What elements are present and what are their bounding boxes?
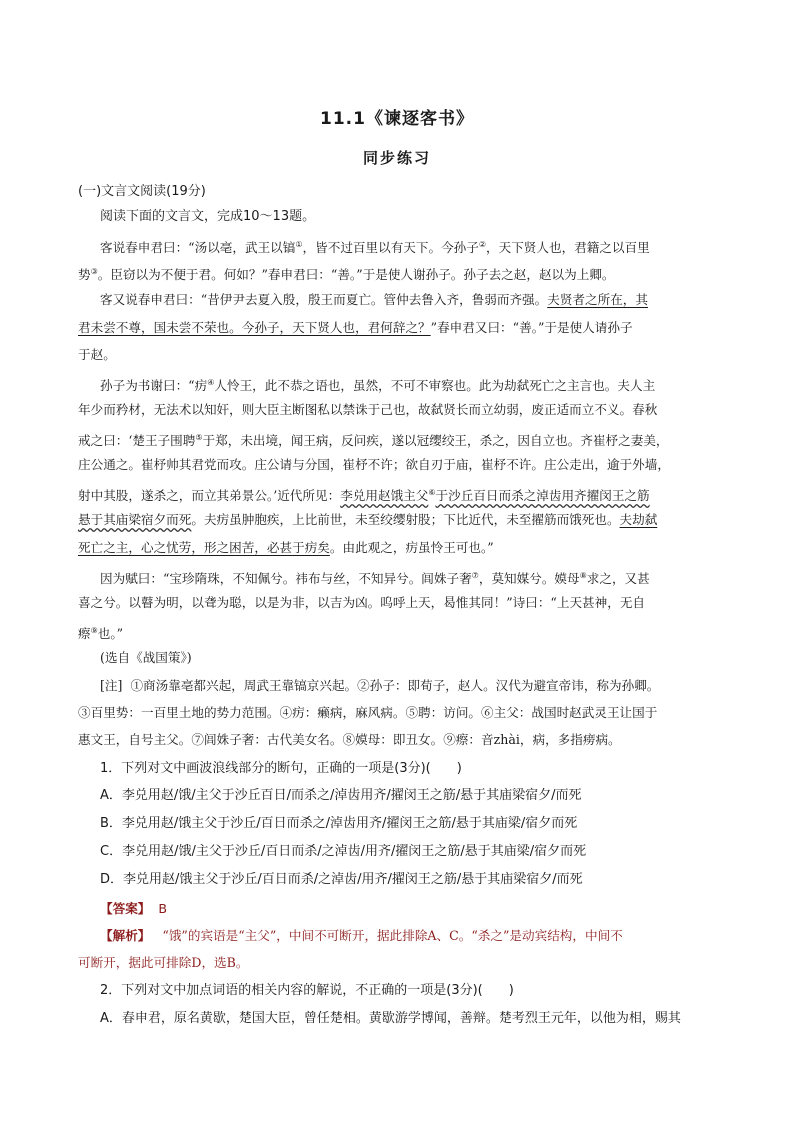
explanation-line: 【解析】 “饿”的宾语是“主父”，中间不可断开，据此排除A、C。“杀之”是动宾结构，中间不 xyxy=(100,928,623,943)
passage-source: (选自《战国策》) xyxy=(100,650,192,665)
passage-line: 戒之曰：‘楚王子围聘⑤于郑，未出境，闻王病，反问疾，遂以冠缨绞王，杀之，因自立也。齐崔杼之妻美， xyxy=(78,433,669,449)
passage-line: 客说春申君曰：“汤以亳，武王以镐①，皆不过百里以有天下。今孙子②，天下贤人也，君籍之以百里 xyxy=(100,240,650,256)
page-subtitle: 同步练习 xyxy=(362,149,431,167)
answer-row xyxy=(100,899,723,919)
note-marker: ③ xyxy=(90,267,98,276)
note-marker: ⑧ xyxy=(579,571,587,580)
explanation-line: 可断开，据此可排除D，选B。 xyxy=(78,955,249,970)
note-marker: ⑦ xyxy=(471,571,479,580)
passage-line: 客又说春申君曰：“昔伊尹去夏入殷，殷王而夏亡。管仲去鲁入齐，鲁弱而齐强。夫贤者之所在，其 xyxy=(100,292,648,307)
note-marker: ⑤ xyxy=(195,433,203,442)
notes-line: ③百里势：一百里土地的势力范围。④疠：癞病，麻风病。⑤聘：访问。⑥主父：战国时赵武灵王让国于 xyxy=(78,705,658,720)
option-b: B．李兑用赵/饿主父于沙丘/百日而杀之/淖齿用齐/擢闵王之筋/悬于其庙梁/宿夕而死 xyxy=(100,816,578,831)
passage-line: 庄公通之。崔杼帅其君党而攻。庄公请与分国，崔杼不许；欲自刃于庙，崔杼不许。庄公走出，逾于外墙， xyxy=(78,457,670,472)
answer-value: B xyxy=(158,901,168,916)
passage-line: 于赵。 xyxy=(78,347,116,362)
page-title: 11.1《谏逐客书》 xyxy=(320,109,474,129)
note-marker: ⑨ xyxy=(90,626,98,635)
note-marker: ② xyxy=(478,240,487,249)
notes-line: 惠文王，自号主父。⑦闾姝子奢：古代美女名。⑧嫫母：即丑女。⑨瘵：音zhài，病，多指痨病。 xyxy=(78,732,621,747)
passage-line: 悬于其庙梁宿夕而死。夫疠虽肿胞疾，上比前世，未至绞缨射股；下比近代，未至擢筋而饿死也。夫劫弑 xyxy=(78,512,658,527)
option-d: D．李兑用赵/饿主父于沙丘/百日而杀/之淖齿/用齐/擢闵王之筋/悬于其庙梁宿夕/而死 xyxy=(100,872,583,887)
passage-line: 孙子为书谢曰：“疠④人怜王，此不恭之语也，虽然，不可不审察也。此为劫弑死亡之主言也。夫人主 xyxy=(100,378,656,394)
option-a: A．春申君，原名黄歇，楚国大臣，曾任楚相。黄歇游学博闻，善辩。楚考烈王元年，以他为相，赐其 xyxy=(100,1011,681,1026)
underlined-sentence: 夫贤者之所在，其 xyxy=(547,292,648,307)
underlined-sentence: 君未尝不尊，国未尝不荣也。今孙子，天下贤人也，君何辞之？ xyxy=(78,320,431,335)
passage-line: 喜之兮。以瞽为明，以聋为聪，以是为非，以吉为凶。呜呼上天，曷惟其同！”诗曰：“上天甚神，无自 xyxy=(78,595,646,610)
answer-label: 【答案】 xyxy=(100,901,151,916)
passage-line: 因为赋曰：“宝珍隋珠，不知佩兮。祎布与丝，不知异兮。闾姝子奢⑦，莫知媒兮。嫫母⑧求之，又甚 xyxy=(100,571,650,587)
passage-line: 年少而矜材，无法术以知奸，则大臣主断图私以禁诛于己也，故弑贤长而立幼弱，废正适而立不义。春秋 xyxy=(78,402,658,417)
underlined-sentence: 死亡之主，心之忧劳，形之困苦，必甚于疠矣 xyxy=(78,540,330,555)
wavy-underlined-text: 于沙丘百日而杀之淖齿用齐擢闵王之筋 xyxy=(435,488,650,504)
passage-line: 势③。臣窃以为不便于君。何如？”春申君曰：“善。”于是使人谢孙子。孙子去之赵，赵以为上卿。 xyxy=(78,267,615,283)
wavy-underlined-text: 李兑用赵饿主父 xyxy=(340,488,429,504)
passage-line: 射中其股，遂杀之，而立其弟景公。’近代所见：李兑用赵饿主父⑥于沙丘百日而杀之淖齿用齐擢闵王之筋 xyxy=(78,488,650,504)
wavy-underlined-text: 悬于其庙梁宿夕而死 xyxy=(78,512,192,527)
option-c: C．李兑用赵/饿/主父于沙丘/百日而杀/之淖齿/用齐/擢闵王之筋/悬于其庙梁/宿夕而死 xyxy=(100,844,587,859)
instruction: 阅读下面的文言文，完成10～13题。 xyxy=(100,209,316,224)
question-stem: 1．下列对文中画波浪线部分的断句，正确的一项是(3分)( ) xyxy=(100,761,462,776)
passage-line: 君未尝不尊，国未尝不荣也。今孙子，天下贤人也，君何辞之？”春申君又曰：“善。”于是使人请孙子 xyxy=(78,320,633,335)
notes-line: [注] ①商汤靠亳都兴起，周武王靠镐京兴起。②孙子：即荀子，赵人。汉代为避宣帝讳，称为孙卿。 xyxy=(100,678,660,693)
passage-line: 死亡之主，心之忧劳，形之困苦，必甚于疠矣。由此观之，疠虽怜王可也。” xyxy=(78,540,494,555)
underlined-sentence: 夫劫弑 xyxy=(619,512,658,527)
passage-line: 瘵⑨也。” xyxy=(78,626,124,642)
explanation-label: 【解析】 xyxy=(100,928,151,943)
option-a: A．李兑用赵/饿/主父于沙丘百日/而杀之/淖齿用齐/擢闵王之筋/悬于其庙梁宿夕/而死 xyxy=(100,788,582,803)
note-marker: ① xyxy=(295,240,303,249)
section-heading: (一)文言文阅读(19分) xyxy=(78,184,206,199)
question-stem: 2．下列对文中加点词语的相关内容的解说，不正确的一项是(3分)( ) xyxy=(100,983,514,998)
note-marker: ⑥ xyxy=(428,488,436,497)
note-marker: ④ xyxy=(207,378,215,387)
